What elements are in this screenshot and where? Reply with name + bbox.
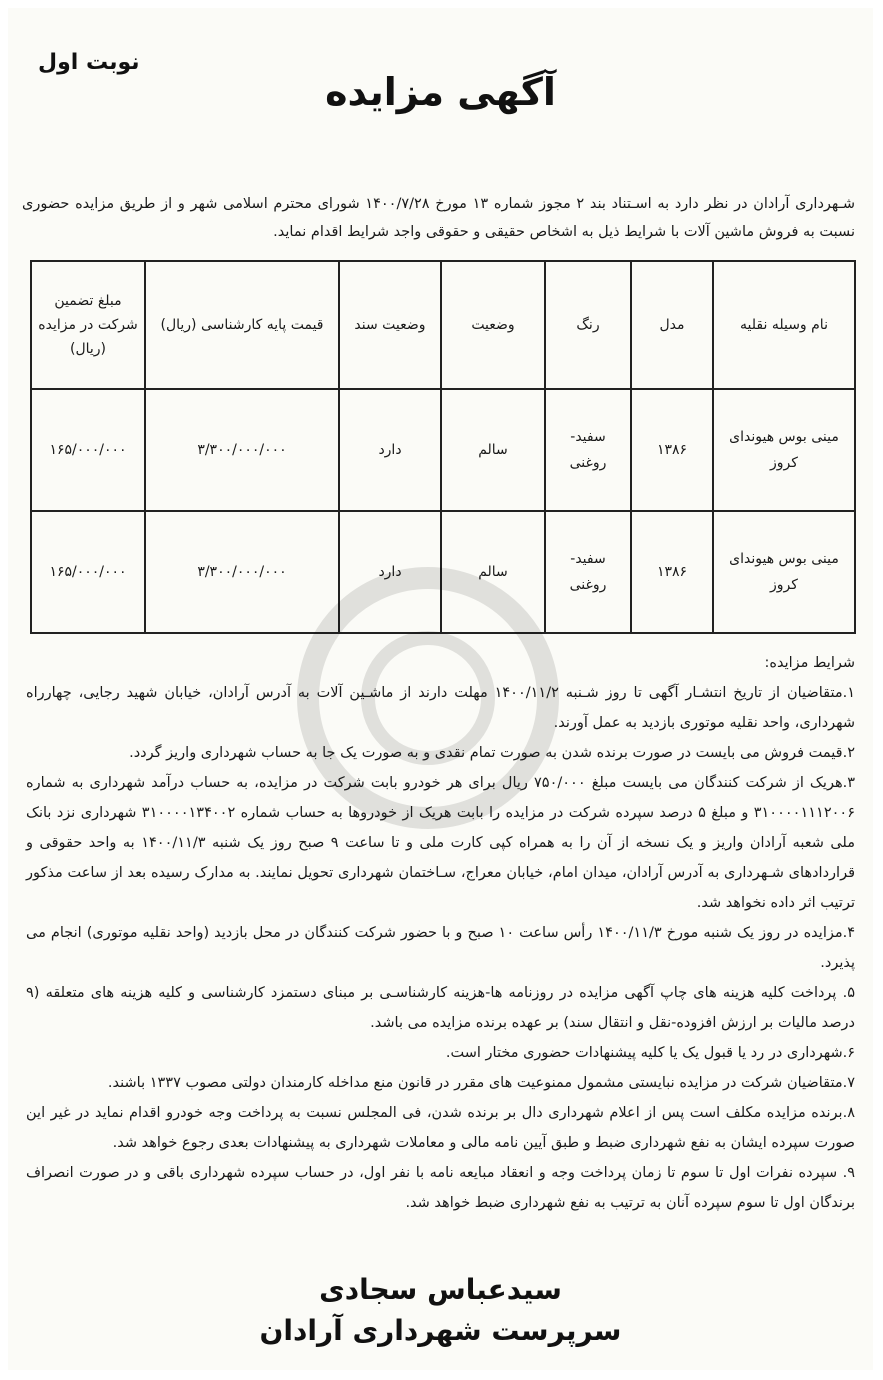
table-header-row xyxy=(31,261,855,389)
conditions-heading: شرایط مزایده: xyxy=(764,655,855,671)
condition-item: ۶.شهرداری در رد یا قبول یک یا کلیه پیشنهادات حضوری مختار است. xyxy=(445,1045,855,1061)
table-row xyxy=(31,389,855,511)
signature-block xyxy=(8,1270,873,1352)
cell-model: ۱۳۸۶ xyxy=(631,389,713,511)
col-base-price: قیمت پایه کارشناسی (ریال) xyxy=(145,261,339,389)
condition-item: ۵. پرداخت کلیه هزینه های چاپ آگهی مزایده در روزنامه ها-هزینه کارشناسـی بر مبنای دستمزد کارشناسی و کلیه هزینه های متعلقه (۹ درصد مالیات بر ارزش افزوده-نقل و انتقال سند) بر عهده برنده مزایده می باشد. xyxy=(26,985,855,1031)
col-deposit-amount: مبلغ تضمین شرکت در مزایده (ریال) xyxy=(31,261,145,389)
condition-item: ۴.مزایده در روز یک شنبه مورخ ۱۴۰۰/۱۱/۳ رأس ساعت ۱۰ صبح و با حضور شرکت کنندگان در محل بازدید (واحد نقلیه موتوری) انجام می پذیرد. xyxy=(26,925,856,971)
cell-condition: سالم xyxy=(441,511,545,633)
cell-vehicle-name: مینی بوس هیوندای کروز xyxy=(713,511,855,633)
col-condition: وضعیت xyxy=(441,261,545,389)
intro-paragraph: شـهرداری آرادان در نظر دارد به اسـتناد بند ۲ مجوز شماره ۱۳ مورخ ۱۴۰۰/۷/۲۸ شورای محترم اسلامی شهر و از طریق مزایده حضوری نسبت به فروش ماشین آلات با شرایط ذیل به اشخاص حقیقی و حقوقی واجد شرایط اقدام نماید. xyxy=(22,196,856,240)
signatory-name: سیدعباس سجادی xyxy=(319,1273,562,1306)
condition-item: ۷.متقاضیان شرکت در مزایده نبایستی مشمول ممنوعیت های مقرر در قانون منع مداخله کارمندان دولتی مصوب ۱۳۳۷ باشند. xyxy=(107,1075,855,1091)
col-document-status: وضعیت سند xyxy=(339,261,441,389)
cell-deposit-amount: ۱۶۵/۰۰۰/۰۰۰ xyxy=(31,511,145,633)
cell-condition: سالم xyxy=(441,389,545,511)
cell-document-status: دارد xyxy=(339,511,441,633)
condition-item: ۲.قیمت فروش می بایست در صورت برنده شدن به صورت تمام نقدی و به صورت یک جا به حساب شهرداری واریز گردد. xyxy=(129,745,855,761)
signatory-role: سرپرست شهرداری آرادان xyxy=(259,1314,622,1347)
cell-vehicle-name: مینی بوس هیوندای کروز xyxy=(713,389,855,511)
condition-item: ۹. سپرده نفرات اول تا سوم تا زمان پرداخت وجه و انعقاد مبایعه نامه با نفر اول، در حساب سپرده شهرداری باقی و در صورت انصراف برندگان اول تا سوم سپرده آنان به ترتیب به نفع شهرداری ضبط خواهد شد. xyxy=(26,1165,855,1211)
conditions-section xyxy=(26,648,855,1218)
col-color: رنگ xyxy=(545,261,631,389)
condition-item: ۳.هریک از شرکت کنندگان می بایست مبلغ ۷۵۰/۰۰۰ ریال برای هر خودرو بابت شرکت در مزایده، به حساب درآمد شهرداری به شماره ۳۱۰۰۰۰۱۱۱۲۰۰۶ و مبلغ ۵ درصد سپرده شرکت در مزایده را بابت هریک از خودروها به حساب شماره ۳۱۰۰۰۰۱۳۴۰۰۲ شهرداری نزد بانک ملی شعبه آرادان واریز و یک نسخه از آن را به همراه کپی کارت ملی و تا ساعت ۹ صبح روز یک شنبه ۱۴۰۰/۱۱/۳ به واحد حقوقی و قراردادهای شـهرداری به آدرس آرادان، میدان امام، خیابان معراج، سـاختمان شهرداری تحویل نمایند. به مدارک رسیده بعد از ساعت مذکور ترتیب اثر داده نخواهد شد. xyxy=(26,775,856,911)
cell-base-price: ۳/۳۰۰/۰۰۰/۰۰۰ xyxy=(145,389,339,511)
cell-base-price: ۳/۳۰۰/۰۰۰/۰۰۰ xyxy=(145,511,339,633)
condition-item: ۱.متقاضیان از تاریخ انتشـار آگهی تا روز شـنبه ۱۴۰۰/۱۱/۲ مهلت دارند از ماشـین آلات به آدرس آرادان، خیابان شهید رجایی، چهارراه شهرداری، واحد نقلیه موتوری بازدید به عمل آورند. xyxy=(26,685,855,731)
table-row xyxy=(31,511,855,633)
notice-page xyxy=(8,8,873,1370)
col-vehicle-name: نام وسیله نقلیه xyxy=(713,261,855,389)
notice-title: آگهی مزایده xyxy=(325,70,556,114)
cell-color: سفید- روغنی xyxy=(545,389,631,511)
publication-round-badge: نوبت اول xyxy=(38,50,140,75)
cell-deposit-amount: ۱۶۵/۰۰۰/۰۰۰ xyxy=(31,389,145,511)
col-model: مدل xyxy=(631,261,713,389)
vehicles-table xyxy=(30,260,856,634)
cell-document-status: دارد xyxy=(339,389,441,511)
cell-color: سفید- روغنی xyxy=(545,511,631,633)
cell-model: ۱۳۸۶ xyxy=(631,511,713,633)
condition-item: ۸.برنده مزایده مکلف است پس از اعلام شهرداری دال بر برنده شدن، فی المجلس نسبت به پرداخت وجه خودرو اقدام نماید در غیر این صورت سپرده ایشان به نفع شهرداری ضبط و طبق آیین نامه مالی و معاملات شهرداری به پیشنهادات بعدی رجوع خواهد شد. xyxy=(26,1105,855,1151)
